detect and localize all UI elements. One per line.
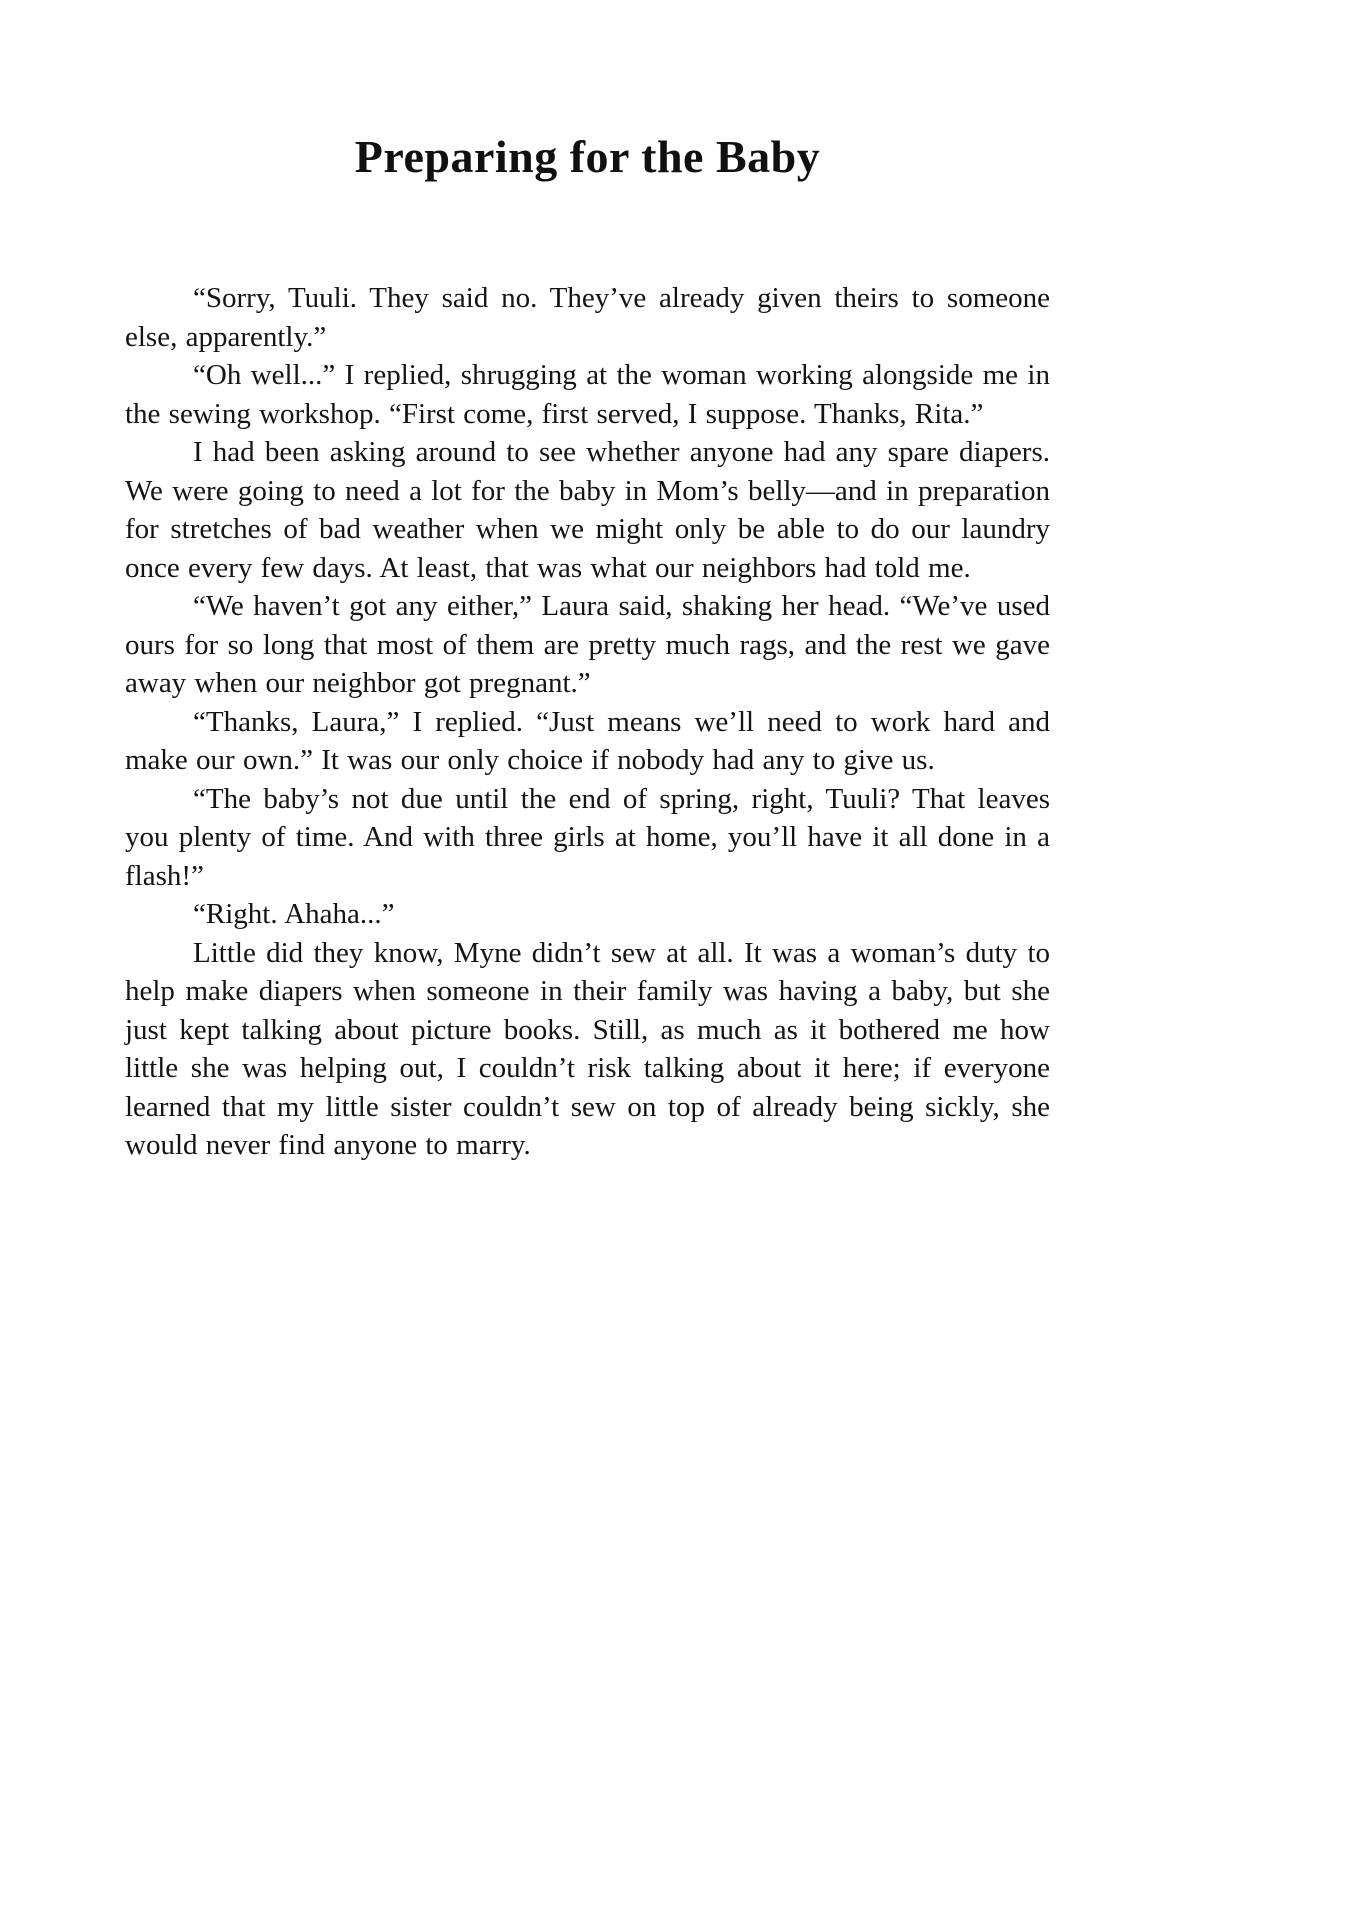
paragraph: “Oh well...” I replied, shrugging at the woman working alongside me in the sewing workshop. “First come, first served, I suppose. Thanks, Rita.” xyxy=(125,359,1050,430)
body-text xyxy=(125,279,1050,1165)
paragraph: “Sorry, Tuuli. They said no. They’ve already given theirs to someone else, apparently.” xyxy=(125,282,1050,353)
paragraph: “We haven’t got any either,” Laura said, shaking her head. “We’ve used ours for so long that most of them are pretty much rags, and the rest we gave away when our neighbor got pregnant.” xyxy=(125,590,1050,699)
paragraph: Little did they know, Myne didn’t sew at all. It was a woman’s duty to help make diapers when someone in their family was having a baby, but she just kept talking about picture books. Still, as much as it bothered me how little she was helping out, I couldn’t risk talking about it here; if everyone learned that my little sister couldn’t sew on top of already being sickly, she would never find anyone to marry. xyxy=(125,936,1050,1161)
paragraph: “Right. Ahaha...” xyxy=(193,898,395,930)
paragraph: “Thanks, Laura,” I replied. “Just means we’ll need to work hard and make our own.” It was our only choice if nobody had any to give us. xyxy=(125,705,1050,776)
chapter-title: Preparing for the Baby xyxy=(354,131,821,182)
paragraph: I had been asking around to see whether anyone had any spare diapers. We were going to need a lot for the baby in Mom’s belly—and in preparation for stretches of bad weather when we might only be able to do our laundry once every few days. At least, that was what our neighbors had told me. xyxy=(125,436,1050,584)
paragraph: “The baby’s not due until the end of spring, right, Tuuli? That leaves you plenty of time. And with three girls at home, you’ll have it all done in a flash!” xyxy=(125,782,1050,892)
